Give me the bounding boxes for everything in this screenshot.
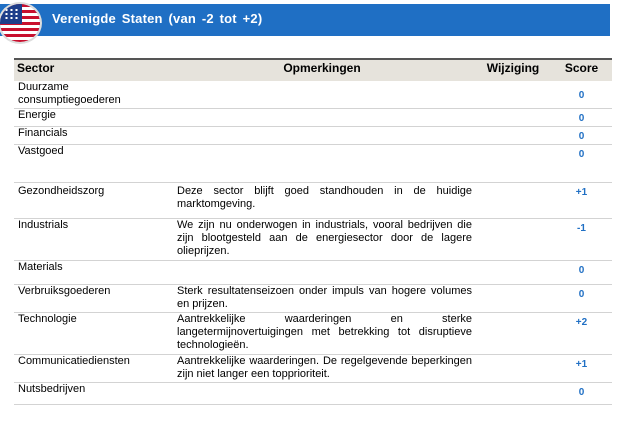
table-row xyxy=(14,284,612,312)
change-cell xyxy=(475,218,551,260)
section-title: Verenigde Staten (van -2 tot +2) xyxy=(52,11,263,26)
change-cell xyxy=(475,260,551,284)
change-cell xyxy=(475,312,551,354)
change-cell xyxy=(475,354,551,382)
remarks-cell: We zijn nu onderwogen in industrials, vooral bedrijven die zijn blootgesteld aan de energiesector door de lagere olieprijzen. xyxy=(169,218,475,260)
sector-cell: Verbruiksgoederen xyxy=(14,284,169,312)
column-header-remarks: Opmerkingen xyxy=(169,59,475,81)
column-header-change: Wijziging xyxy=(475,59,551,81)
remarks-cell: Aantrekkelijke waarderingen. De regelgevende beperkingen zijn niet langer een topprioriteit. xyxy=(169,354,475,382)
change-cell xyxy=(475,284,551,312)
table-row xyxy=(14,382,612,404)
sector-cell: Financials xyxy=(14,126,169,144)
table-row xyxy=(14,108,612,126)
change-cell xyxy=(475,126,551,144)
score-cell: 0 xyxy=(551,144,612,182)
remarks-cell xyxy=(169,108,475,126)
remarks-cell xyxy=(169,144,475,182)
change-cell xyxy=(475,108,551,126)
table-row xyxy=(14,312,612,354)
table-row xyxy=(14,144,612,182)
score-cell: -1 xyxy=(551,218,612,260)
sector-cell: Industrials xyxy=(14,218,169,260)
column-header-sector: Sector xyxy=(14,59,169,81)
sector-cell: Energie xyxy=(14,108,169,126)
score-cell: 0 xyxy=(551,126,612,144)
table-row xyxy=(14,354,612,382)
change-cell xyxy=(475,182,551,218)
table-row xyxy=(14,81,612,108)
remarks-cell: Sterk resultatenseizoen onder impuls van hogere volumes en prijzen. xyxy=(169,284,475,312)
table-row xyxy=(14,218,612,260)
remarks-cell xyxy=(169,126,475,144)
remarks-cell xyxy=(169,81,475,108)
score-cell: 0 xyxy=(551,260,612,284)
score-cell: +2 xyxy=(551,312,612,354)
sector-cell: Technologie xyxy=(14,312,169,354)
score-cell: 0 xyxy=(551,284,612,312)
sector-cell: Materials xyxy=(14,260,169,284)
sector-cell: Vastgoed xyxy=(14,144,169,182)
sector-cell: Gezondheidszorg xyxy=(14,182,169,218)
change-cell xyxy=(475,144,551,182)
us-flag-icon xyxy=(0,4,40,42)
sector-cell: Communicatiediensten xyxy=(14,354,169,382)
remarks-cell: Deze sector blijft goed standhouden in de huidige marktomgeving. xyxy=(169,182,475,218)
section-header xyxy=(0,4,610,36)
remarks-cell xyxy=(169,260,475,284)
table-row xyxy=(14,126,612,144)
table-row xyxy=(14,182,612,218)
sector-table xyxy=(14,58,612,405)
remarks-cell xyxy=(169,382,475,404)
change-cell xyxy=(475,81,551,108)
column-header-score: Score xyxy=(551,59,612,81)
score-cell: +1 xyxy=(551,354,612,382)
table-header-row xyxy=(14,59,612,81)
change-cell xyxy=(475,382,551,404)
score-cell: 0 xyxy=(551,382,612,404)
score-cell: +1 xyxy=(551,182,612,218)
remarks-cell: Aantrekkelijke waarderingen en sterke langetermijnovertuigingen met betrekking tot disruptieve technologieën. xyxy=(169,312,475,354)
table-row xyxy=(14,260,612,284)
score-cell: 0 xyxy=(551,81,612,108)
sector-cell: Duurzame consumptiegoederen xyxy=(14,81,169,108)
score-cell: 0 xyxy=(551,108,612,126)
sector-cell: Nutsbedrijven xyxy=(14,382,169,404)
